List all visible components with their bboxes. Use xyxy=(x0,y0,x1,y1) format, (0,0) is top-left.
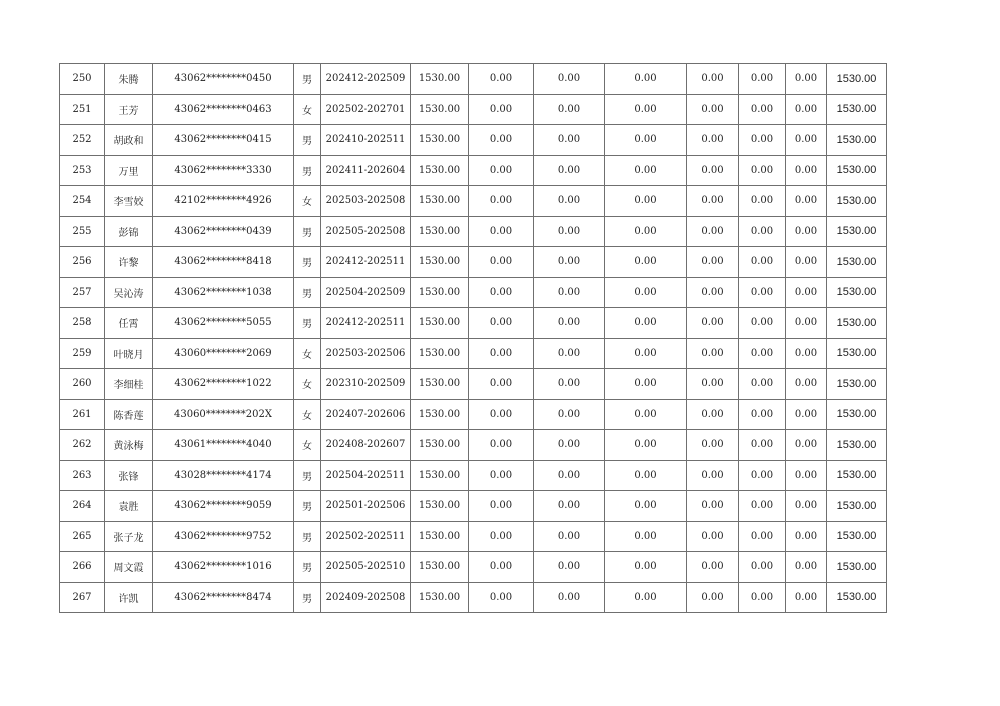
cell-amount-2: 0.00 xyxy=(469,521,534,552)
cell-id-number: 43062********9752 xyxy=(153,521,294,552)
cell-amount-5: 0.00 xyxy=(687,277,739,308)
cell-amount-4: 0.00 xyxy=(605,186,687,217)
cell-amount-2: 0.00 xyxy=(469,460,534,491)
cell-amount-1: 1530.00 xyxy=(411,155,469,186)
cell-total-amount: 1530.00 xyxy=(827,430,887,461)
cell-total-amount: 1530.00 xyxy=(827,552,887,583)
cell-name: 朱腾 xyxy=(105,64,153,95)
cell-name: 许凯 xyxy=(105,582,153,613)
cell-row-number: 254 xyxy=(60,186,105,217)
cell-amount-3: 0.00 xyxy=(534,491,605,522)
cell-amount-4: 0.00 xyxy=(605,460,687,491)
cell-id-number: 43062********3330 xyxy=(153,155,294,186)
cell-amount-4: 0.00 xyxy=(605,582,687,613)
cell-row-number: 250 xyxy=(60,64,105,95)
cell-amount-4: 0.00 xyxy=(605,308,687,339)
cell-amount-6: 0.00 xyxy=(739,186,786,217)
cell-amount-1: 1530.00 xyxy=(411,277,469,308)
cell-amount-1: 1530.00 xyxy=(411,216,469,247)
cell-period: 202502-202701 xyxy=(321,94,411,125)
cell-id-number: 43028********4174 xyxy=(153,460,294,491)
cell-gender: 男 xyxy=(294,552,321,583)
table-row xyxy=(60,186,887,217)
cell-period: 202504-202511 xyxy=(321,460,411,491)
cell-total-amount: 1530.00 xyxy=(827,64,887,95)
cell-period: 202503-202508 xyxy=(321,186,411,217)
cell-name: 周文霞 xyxy=(105,552,153,583)
cell-name: 黄泳梅 xyxy=(105,430,153,461)
cell-id-number: 43062********0463 xyxy=(153,94,294,125)
cell-amount-4: 0.00 xyxy=(605,491,687,522)
cell-amount-5: 0.00 xyxy=(687,399,739,430)
cell-total-amount: 1530.00 xyxy=(827,460,887,491)
cell-id-number: 43062********0450 xyxy=(153,64,294,95)
cell-amount-5: 0.00 xyxy=(687,155,739,186)
cell-period: 202501-202506 xyxy=(321,491,411,522)
cell-period: 202409-202508 xyxy=(321,582,411,613)
cell-amount-7: 0.00 xyxy=(786,125,827,156)
cell-total-amount: 1530.00 xyxy=(827,94,887,125)
cell-amount-3: 0.00 xyxy=(534,399,605,430)
cell-amount-4: 0.00 xyxy=(605,247,687,278)
cell-id-number: 43061********4040 xyxy=(153,430,294,461)
cell-amount-3: 0.00 xyxy=(534,64,605,95)
cell-amount-7: 0.00 xyxy=(786,186,827,217)
cell-period: 202408-202607 xyxy=(321,430,411,461)
cell-total-amount: 1530.00 xyxy=(827,277,887,308)
cell-total-amount: 1530.00 xyxy=(827,247,887,278)
cell-name: 万里 xyxy=(105,155,153,186)
cell-amount-5: 0.00 xyxy=(687,125,739,156)
cell-amount-7: 0.00 xyxy=(786,369,827,400)
cell-amount-6: 0.00 xyxy=(739,582,786,613)
table-row xyxy=(60,491,887,522)
table-row xyxy=(60,216,887,247)
table-row xyxy=(60,94,887,125)
cell-gender: 男 xyxy=(294,521,321,552)
cell-amount-1: 1530.00 xyxy=(411,430,469,461)
cell-row-number: 261 xyxy=(60,399,105,430)
cell-row-number: 256 xyxy=(60,247,105,278)
cell-amount-7: 0.00 xyxy=(786,247,827,278)
cell-name: 袁胜 xyxy=(105,491,153,522)
cell-row-number: 258 xyxy=(60,308,105,339)
cell-amount-7: 0.00 xyxy=(786,308,827,339)
cell-id-number: 43060********202X xyxy=(153,399,294,430)
cell-total-amount: 1530.00 xyxy=(827,369,887,400)
cell-amount-5: 0.00 xyxy=(687,491,739,522)
cell-period: 202411-202604 xyxy=(321,155,411,186)
cell-row-number: 253 xyxy=(60,155,105,186)
cell-name: 张子龙 xyxy=(105,521,153,552)
cell-gender: 男 xyxy=(294,155,321,186)
cell-amount-3: 0.00 xyxy=(534,430,605,461)
cell-gender: 男 xyxy=(294,308,321,339)
cell-gender: 男 xyxy=(294,247,321,278)
cell-total-amount: 1530.00 xyxy=(827,155,887,186)
cell-name: 胡政和 xyxy=(105,125,153,156)
cell-amount-4: 0.00 xyxy=(605,369,687,400)
cell-amount-6: 0.00 xyxy=(739,552,786,583)
cell-total-amount: 1530.00 xyxy=(827,186,887,217)
cell-amount-5: 0.00 xyxy=(687,64,739,95)
cell-amount-5: 0.00 xyxy=(687,186,739,217)
table-row xyxy=(60,64,887,95)
cell-gender: 女 xyxy=(294,94,321,125)
cell-amount-5: 0.00 xyxy=(687,216,739,247)
cell-period: 202407-202606 xyxy=(321,399,411,430)
cell-amount-1: 1530.00 xyxy=(411,338,469,369)
cell-name: 李雪姣 xyxy=(105,186,153,217)
cell-period: 202412-202511 xyxy=(321,247,411,278)
cell-amount-4: 0.00 xyxy=(605,552,687,583)
cell-amount-2: 0.00 xyxy=(469,125,534,156)
cell-gender: 女 xyxy=(294,186,321,217)
cell-name: 任霄 xyxy=(105,308,153,339)
cell-amount-2: 0.00 xyxy=(469,430,534,461)
cell-amount-2: 0.00 xyxy=(469,491,534,522)
table-row xyxy=(60,521,887,552)
cell-amount-6: 0.00 xyxy=(739,460,786,491)
cell-amount-2: 0.00 xyxy=(469,277,534,308)
table-row xyxy=(60,582,887,613)
cell-amount-5: 0.00 xyxy=(687,430,739,461)
cell-amount-2: 0.00 xyxy=(469,247,534,278)
cell-period: 202505-202510 xyxy=(321,552,411,583)
cell-id-number: 42102********4926 xyxy=(153,186,294,217)
cell-id-number: 43062********1022 xyxy=(153,369,294,400)
cell-period: 202503-202506 xyxy=(321,338,411,369)
table-row xyxy=(60,125,887,156)
cell-amount-7: 0.00 xyxy=(786,216,827,247)
cell-name: 陈香莲 xyxy=(105,399,153,430)
cell-amount-2: 0.00 xyxy=(469,155,534,186)
cell-total-amount: 1530.00 xyxy=(827,308,887,339)
cell-gender: 男 xyxy=(294,125,321,156)
cell-row-number: 264 xyxy=(60,491,105,522)
table-row xyxy=(60,247,887,278)
cell-period: 202310-202509 xyxy=(321,369,411,400)
cell-amount-5: 0.00 xyxy=(687,460,739,491)
cell-amount-2: 0.00 xyxy=(469,338,534,369)
cell-amount-2: 0.00 xyxy=(469,216,534,247)
cell-total-amount: 1530.00 xyxy=(827,399,887,430)
cell-gender: 男 xyxy=(294,491,321,522)
cell-name: 叶晓月 xyxy=(105,338,153,369)
cell-amount-3: 0.00 xyxy=(534,186,605,217)
cell-amount-3: 0.00 xyxy=(534,521,605,552)
cell-gender: 男 xyxy=(294,277,321,308)
cell-id-number: 43062********1038 xyxy=(153,277,294,308)
cell-amount-6: 0.00 xyxy=(739,399,786,430)
table-row xyxy=(60,460,887,491)
cell-row-number: 255 xyxy=(60,216,105,247)
cell-amount-7: 0.00 xyxy=(786,94,827,125)
cell-amount-6: 0.00 xyxy=(739,338,786,369)
cell-amount-3: 0.00 xyxy=(534,125,605,156)
cell-id-number: 43062********9059 xyxy=(153,491,294,522)
cell-amount-6: 0.00 xyxy=(739,216,786,247)
cell-amount-1: 1530.00 xyxy=(411,491,469,522)
cell-amount-3: 0.00 xyxy=(534,582,605,613)
cell-amount-3: 0.00 xyxy=(534,308,605,339)
table-row xyxy=(60,369,887,400)
cell-name: 吴沁涛 xyxy=(105,277,153,308)
cell-name: 王芳 xyxy=(105,94,153,125)
cell-amount-3: 0.00 xyxy=(534,247,605,278)
cell-amount-1: 1530.00 xyxy=(411,64,469,95)
cell-amount-6: 0.00 xyxy=(739,94,786,125)
cell-amount-6: 0.00 xyxy=(739,277,786,308)
cell-amount-2: 0.00 xyxy=(469,308,534,339)
cell-gender: 男 xyxy=(294,460,321,491)
cell-amount-7: 0.00 xyxy=(786,491,827,522)
cell-period: 202412-202511 xyxy=(321,308,411,339)
cell-amount-5: 0.00 xyxy=(687,521,739,552)
cell-amount-2: 0.00 xyxy=(469,369,534,400)
cell-amount-2: 0.00 xyxy=(469,582,534,613)
data-table xyxy=(59,63,887,613)
table-body xyxy=(60,64,887,613)
cell-amount-4: 0.00 xyxy=(605,338,687,369)
table-row xyxy=(60,338,887,369)
cell-amount-2: 0.00 xyxy=(469,186,534,217)
cell-row-number: 265 xyxy=(60,521,105,552)
cell-amount-3: 0.00 xyxy=(534,369,605,400)
cell-amount-1: 1530.00 xyxy=(411,125,469,156)
cell-gender: 女 xyxy=(294,430,321,461)
cell-row-number: 252 xyxy=(60,125,105,156)
cell-amount-5: 0.00 xyxy=(687,94,739,125)
cell-amount-1: 1530.00 xyxy=(411,94,469,125)
cell-row-number: 259 xyxy=(60,338,105,369)
cell-amount-6: 0.00 xyxy=(739,521,786,552)
cell-gender: 女 xyxy=(294,369,321,400)
cell-period: 202410-202511 xyxy=(321,125,411,156)
cell-amount-4: 0.00 xyxy=(605,277,687,308)
cell-amount-3: 0.00 xyxy=(534,155,605,186)
cell-row-number: 262 xyxy=(60,430,105,461)
cell-amount-6: 0.00 xyxy=(739,308,786,339)
cell-row-number: 267 xyxy=(60,582,105,613)
cell-id-number: 43062********5055 xyxy=(153,308,294,339)
cell-gender: 男 xyxy=(294,582,321,613)
cell-amount-4: 0.00 xyxy=(605,94,687,125)
cell-amount-6: 0.00 xyxy=(739,125,786,156)
cell-amount-5: 0.00 xyxy=(687,308,739,339)
cell-id-number: 43062********8418 xyxy=(153,247,294,278)
cell-name: 彭锦 xyxy=(105,216,153,247)
cell-amount-7: 0.00 xyxy=(786,552,827,583)
cell-amount-4: 0.00 xyxy=(605,521,687,552)
cell-name: 张锋 xyxy=(105,460,153,491)
cell-amount-3: 0.00 xyxy=(534,216,605,247)
cell-amount-4: 0.00 xyxy=(605,125,687,156)
cell-amount-3: 0.00 xyxy=(534,338,605,369)
cell-row-number: 263 xyxy=(60,460,105,491)
cell-amount-2: 0.00 xyxy=(469,399,534,430)
cell-name: 李细桂 xyxy=(105,369,153,400)
cell-amount-7: 0.00 xyxy=(786,277,827,308)
cell-row-number: 251 xyxy=(60,94,105,125)
table-row xyxy=(60,155,887,186)
cell-amount-4: 0.00 xyxy=(605,155,687,186)
cell-amount-1: 1530.00 xyxy=(411,247,469,278)
cell-amount-7: 0.00 xyxy=(786,64,827,95)
cell-name: 许黎 xyxy=(105,247,153,278)
cell-amount-7: 0.00 xyxy=(786,155,827,186)
cell-amount-7: 0.00 xyxy=(786,430,827,461)
cell-period: 202504-202509 xyxy=(321,277,411,308)
cell-amount-4: 0.00 xyxy=(605,216,687,247)
cell-gender: 男 xyxy=(294,216,321,247)
cell-amount-1: 1530.00 xyxy=(411,308,469,339)
table-row xyxy=(60,308,887,339)
cell-amount-1: 1530.00 xyxy=(411,460,469,491)
cell-amount-6: 0.00 xyxy=(739,491,786,522)
cell-amount-6: 0.00 xyxy=(739,64,786,95)
cell-amount-4: 0.00 xyxy=(605,64,687,95)
cell-amount-7: 0.00 xyxy=(786,521,827,552)
cell-period: 202502-202511 xyxy=(321,521,411,552)
cell-amount-5: 0.00 xyxy=(687,552,739,583)
cell-row-number: 257 xyxy=(60,277,105,308)
cell-gender: 女 xyxy=(294,399,321,430)
cell-row-number: 260 xyxy=(60,369,105,400)
cell-amount-3: 0.00 xyxy=(534,552,605,583)
cell-total-amount: 1530.00 xyxy=(827,125,887,156)
cell-amount-7: 0.00 xyxy=(786,399,827,430)
cell-amount-1: 1530.00 xyxy=(411,552,469,583)
table-row xyxy=(60,399,887,430)
cell-amount-7: 0.00 xyxy=(786,460,827,491)
cell-row-number: 266 xyxy=(60,552,105,583)
cell-amount-6: 0.00 xyxy=(739,369,786,400)
cell-amount-2: 0.00 xyxy=(469,94,534,125)
cell-amount-2: 0.00 xyxy=(469,552,534,583)
table-row xyxy=(60,552,887,583)
table-row xyxy=(60,277,887,308)
cell-total-amount: 1530.00 xyxy=(827,521,887,552)
cell-total-amount: 1530.00 xyxy=(827,338,887,369)
cell-amount-7: 0.00 xyxy=(786,338,827,369)
cell-amount-1: 1530.00 xyxy=(411,582,469,613)
cell-amount-2: 0.00 xyxy=(469,64,534,95)
cell-amount-5: 0.00 xyxy=(687,582,739,613)
cell-period: 202412-202509 xyxy=(321,64,411,95)
cell-id-number: 43062********0439 xyxy=(153,216,294,247)
table-row xyxy=(60,430,887,461)
cell-amount-6: 0.00 xyxy=(739,247,786,278)
cell-amount-1: 1530.00 xyxy=(411,399,469,430)
cell-id-number: 43060********2069 xyxy=(153,338,294,369)
cell-amount-4: 0.00 xyxy=(605,430,687,461)
cell-gender: 男 xyxy=(294,64,321,95)
cell-id-number: 43062********0415 xyxy=(153,125,294,156)
cell-amount-1: 1530.00 xyxy=(411,186,469,217)
cell-amount-3: 0.00 xyxy=(534,277,605,308)
cell-amount-1: 1530.00 xyxy=(411,521,469,552)
cell-amount-6: 0.00 xyxy=(739,430,786,461)
cell-total-amount: 1530.00 xyxy=(827,491,887,522)
cell-amount-6: 0.00 xyxy=(739,155,786,186)
cell-total-amount: 1530.00 xyxy=(827,582,887,613)
cell-amount-5: 0.00 xyxy=(687,247,739,278)
cell-total-amount: 1530.00 xyxy=(827,216,887,247)
cell-amount-3: 0.00 xyxy=(534,460,605,491)
cell-gender: 女 xyxy=(294,338,321,369)
cell-amount-1: 1530.00 xyxy=(411,369,469,400)
cell-amount-4: 0.00 xyxy=(605,399,687,430)
cell-amount-7: 0.00 xyxy=(786,582,827,613)
cell-period: 202505-202508 xyxy=(321,216,411,247)
cell-id-number: 43062********8474 xyxy=(153,582,294,613)
cell-amount-3: 0.00 xyxy=(534,94,605,125)
cell-amount-5: 0.00 xyxy=(687,369,739,400)
cell-amount-5: 0.00 xyxy=(687,338,739,369)
cell-id-number: 43062********1016 xyxy=(153,552,294,583)
